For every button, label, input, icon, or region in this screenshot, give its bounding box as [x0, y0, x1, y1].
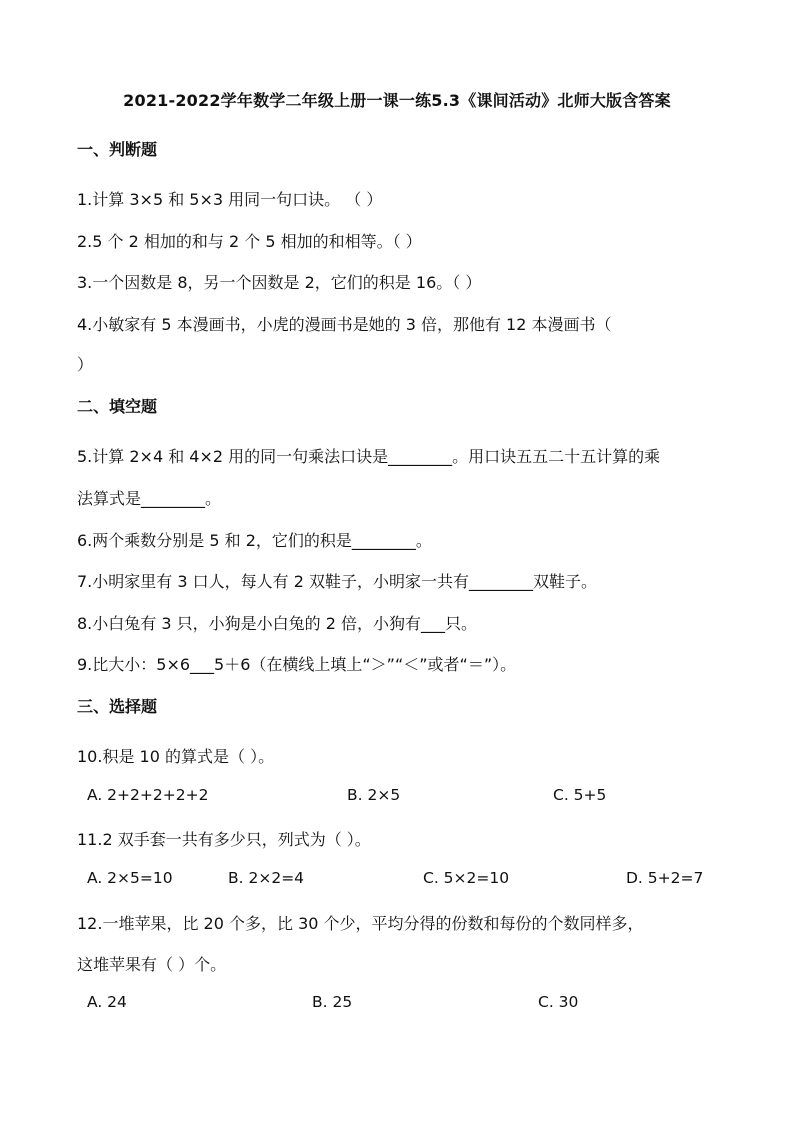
question-2: 2.5 个 2 相加的和与 2 个 5 相加的和相等。（ ）	[77, 232, 422, 251]
section-heading-judge: 一、判断题	[77, 140, 158, 159]
question-4-line-2: ）	[77, 355, 94, 374]
section-heading-fill: 二、填空题	[77, 397, 158, 416]
question-10: 10.积是 10 的算式是（ ）。	[77, 747, 275, 766]
question-3: 3.一个因数是 8，另一个因数是 2，它们的积是 16。（ ）	[77, 273, 482, 292]
section-heading-choice: 三、选择题	[77, 697, 158, 716]
question-11-option-b: B. 2×2=4	[228, 869, 305, 887]
question-10-option-a: A. 2+2+2+2+2	[87, 786, 209, 804]
question-12-line-1: 12.一堆苹果，比 20 个多，比 30 个少，平均分得的份数和每份的个数同样多，	[77, 914, 644, 933]
question-5-line-1: 5.计算 2×4 和 4×2 用的同一句乘法口诀是________。用口诀五五二十五计算的乘	[77, 447, 661, 466]
question-5-line-2: 法算式是________。	[77, 489, 222, 508]
question-12-line-2: 这堆苹果有（ ）个。	[77, 955, 227, 974]
question-11: 11.2 双手套一共有多少只，列式为（ ）。	[77, 830, 371, 849]
question-6: 6.两个乘数分别是 5 和 2，它们的积是________。	[77, 531, 432, 550]
question-10-option-b: B. 2×5	[347, 786, 401, 804]
question-11-option-c: C. 5×2=10	[423, 869, 510, 887]
question-7: 7.小明家里有 3 口人，每人有 2 双鞋子，小明家一共有________双鞋子。	[77, 572, 597, 591]
question-11-option-d: D. 5+2=7	[626, 869, 704, 887]
question-8: 8.小白兔有 3 只，小狗是小白兔的 2 倍，小狗有___只。	[77, 614, 477, 633]
document-title: 2021-2022学年数学二年级上册一课一练5.3《课间活动》北师大版含答案	[123, 91, 671, 110]
question-11-option-a: A. 2×5=10	[87, 869, 173, 887]
question-4-line-1: 4.小敏家有 5 本漫画书，小虎的漫画书是她的 3 倍，那他有 12 本漫画书（	[77, 315, 612, 334]
question-12-option-b: B. 25	[312, 993, 353, 1011]
question-9: 9.比大小：5×6___5＋6（在横线上填上“＞”“＜”或者“＝”）。	[77, 655, 517, 674]
question-1: 1.计算 3×5 和 5×3 用同一句口诀。 （ ）	[77, 190, 383, 209]
question-12-option-c: C. 30	[538, 993, 579, 1011]
question-10-option-c: C. 5+5	[553, 786, 607, 804]
question-12-option-a: A. 24	[87, 993, 127, 1011]
